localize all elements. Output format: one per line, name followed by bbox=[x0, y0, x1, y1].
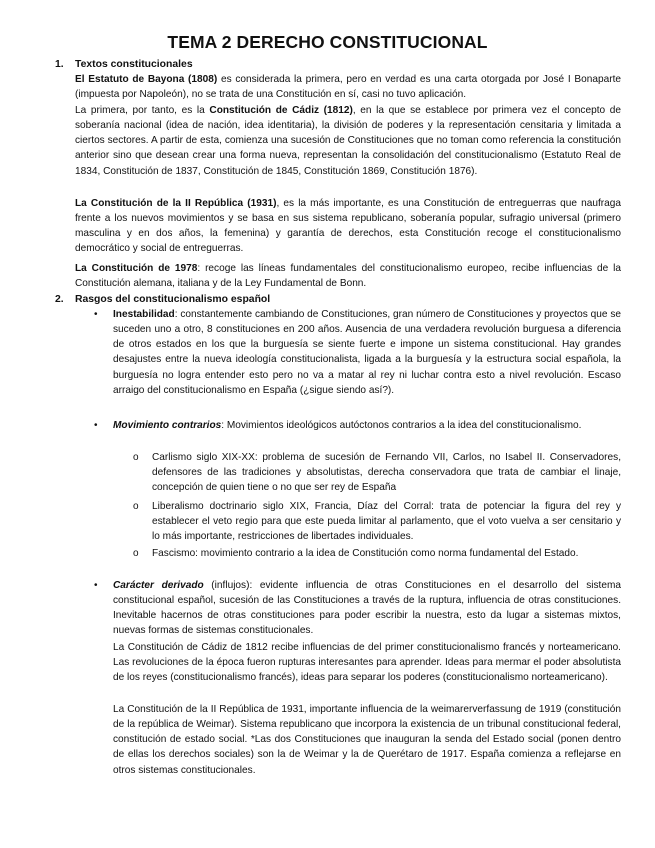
paragraph-text: es considerada la primera, pero en verdad es una carta otorgada por José I Bonaparte (impuesta por Napoleón), no se trata de una Constitución en sí, casi no tuvo aplicación. bbox=[75, 74, 621, 101]
paragraph-pre: La primera, por tanto, es la bbox=[75, 105, 210, 116]
bullet-text: : Movimientos ideológicos autóctonos contrarios a la idea del constitucionalismo. bbox=[221, 420, 582, 431]
bullet-movimiento-contrarios bbox=[113, 418, 621, 433]
section-heading-2 bbox=[55, 292, 270, 307]
section-number: 1. bbox=[55, 59, 64, 70]
paragraph-text: : recoge las líneas fundamentales del constitucionalismo europeo, recibe influencias de la Constitución alemana, italiana y de la Ley Fundamental de Bonn. bbox=[75, 263, 621, 290]
bullet-inestabilidad bbox=[113, 307, 621, 398]
paragraph-republica-influencias: La Constitución de la II República de 1931, importante influencia de la weimarerverfassung de 1919 (constitución de la república de Weimar). Sistema republicano que incorpora la existencia de un tribunal constitucional federal, constitución de estado social. *Las dos Constituciones que inauguran la senda del Estado social (ponen dentro de ellas los derechos sociales) son la de Weimar y la de Querétaro de 1917. España comienza a reflejarse en otros sistemas constitucionales. bbox=[113, 704, 621, 776]
bullet-lead: Carácter derivado bbox=[113, 580, 204, 591]
paragraph-text: , es la más importante, es una Constitución de entreguerras que naufraga frente a los nuevos movimientos y se basa en sus sistema republicano, soberanía popular, sufragio universal (primero masculina y en dos años, la femenina) y garantía de derechos, esta Constitución recoge el constitucionalismo democrático y social de entreguerras. bbox=[75, 198, 621, 255]
paragraph-estatuto-bayona bbox=[75, 72, 621, 102]
sub-item-carlismo: Carlismo siglo XIX-XX: problema de sucesión de Fernando VII, Carlos, no Isabel II. Conservadores, defensores de las tradiciones y absolutistas, derecha conservadora que trata de cambiar el linaje, concepción de quien tiene o no que ser rey de España bbox=[152, 452, 621, 494]
paragraph-constitucion-cadiz bbox=[75, 103, 621, 179]
paragraph-cadiz-influencias: La Constitución de Cádiz de 1812 recibe influencias de del primer constitucionalismo francés y norteamericano. Las revoluciones de la época fueron rupturas interesantes para aprender. Ideas para mermar el poder absolutista de los reyes (constitucionalismo francés), ideas para separar los poderes (constitucionalismo norteamericano). bbox=[113, 642, 621, 684]
bullet-text: (influjos): evidente influencia de otras Constituciones en el desarrollo del sistema constitucional español, sucesión de las Constituciones a través de la ruptura, influencia de otras constituciones. Inevitable hacernos de otras constituciones para poder escribir la nuestra, esto da lugar a sistemas mixtos, nuevas formas de sistemas constitucionales. bbox=[113, 580, 621, 637]
section-heading-1 bbox=[55, 57, 193, 72]
section-title: Rasgos del constitucionalismo español bbox=[75, 294, 271, 305]
section-number: 2. bbox=[55, 294, 64, 305]
paragraph-lead: La Constitución de 1978 bbox=[75, 263, 198, 274]
bullet-marker: • bbox=[94, 580, 98, 591]
paragraph-segunda-republica bbox=[75, 196, 621, 257]
sub-item-fascismo: Fascismo: movimiento contrario a la idea de Constitución como norma fundamental del Estado. bbox=[152, 548, 579, 559]
sub-bullet-marker: o bbox=[133, 452, 139, 463]
sub-bullet-marker: o bbox=[133, 548, 139, 559]
paragraph-lead: La Constitución de la II República (1931) bbox=[75, 198, 277, 209]
section-title: Textos constitucionales bbox=[75, 59, 193, 70]
page-title: TEMA 2 DERECHO CONSTITUCIONAL bbox=[167, 32, 488, 52]
paragraph-lead: Constitución de Cádiz (1812) bbox=[209, 105, 353, 116]
bullet-lead: Movimiento contrarios bbox=[113, 420, 222, 431]
paragraph-text: , en la que se establece por primera vez el concepto de soberanía nacional (idea de nación, idea identitaria), la división de poderes y la representación censitaria y limitada a ciertos sectores. A partir de esta, comienza una sucesión de Constituciones que no toman como referencia la constitución anterior sino que desean crear una forma nueva, representan la consolidación del constitucionalismo (Estatuto Real de 1834, Constitución de 1837, Constitución de 1845, Constitución 1869, Constitución 1876). bbox=[75, 105, 621, 177]
paragraph-constitucion-1978 bbox=[75, 261, 621, 291]
sub-item-liberalismo: Liberalismo doctrinario siglo XIX, Francia, Díaz del Corral: trata de potenciar la figura del rey y establecer el veto regio para que este pueda limitar al parlamento, que el voto vuelva a ser censitario y lo más importante, restricciones de libertades individuales. bbox=[152, 501, 621, 543]
sub-bullet-marker: o bbox=[133, 501, 139, 512]
bullet-text: : constantemente cambiando de Constituciones, gran número de Constituciones y proyectos que se suceden uno a otro, 8 constituciones en 200 años. Ausencia de una verdadera revolución burguesa a diferencia de otros estados en los que la burguesía se siente fuerte e impone un sistema constitucional. Hay grandes desajustes entre la nueva ideología constitucionalista, ligada a la burguesía y la estructura social española, la burguesía no logra entender esto pero no va a matar al rey ni luchar contra esto a nivel revolución. Escaso arraigo del constitucionalismo en España (¿sigue siendo así?). bbox=[113, 309, 621, 396]
bullet-marker: • bbox=[94, 309, 98, 320]
paragraph-lead: El Estatuto de Bayona (1808) bbox=[75, 74, 218, 85]
bullet-lead: Inestabilidad bbox=[113, 309, 175, 320]
bullet-caracter-derivado bbox=[113, 578, 621, 639]
bullet-marker: • bbox=[94, 420, 98, 431]
